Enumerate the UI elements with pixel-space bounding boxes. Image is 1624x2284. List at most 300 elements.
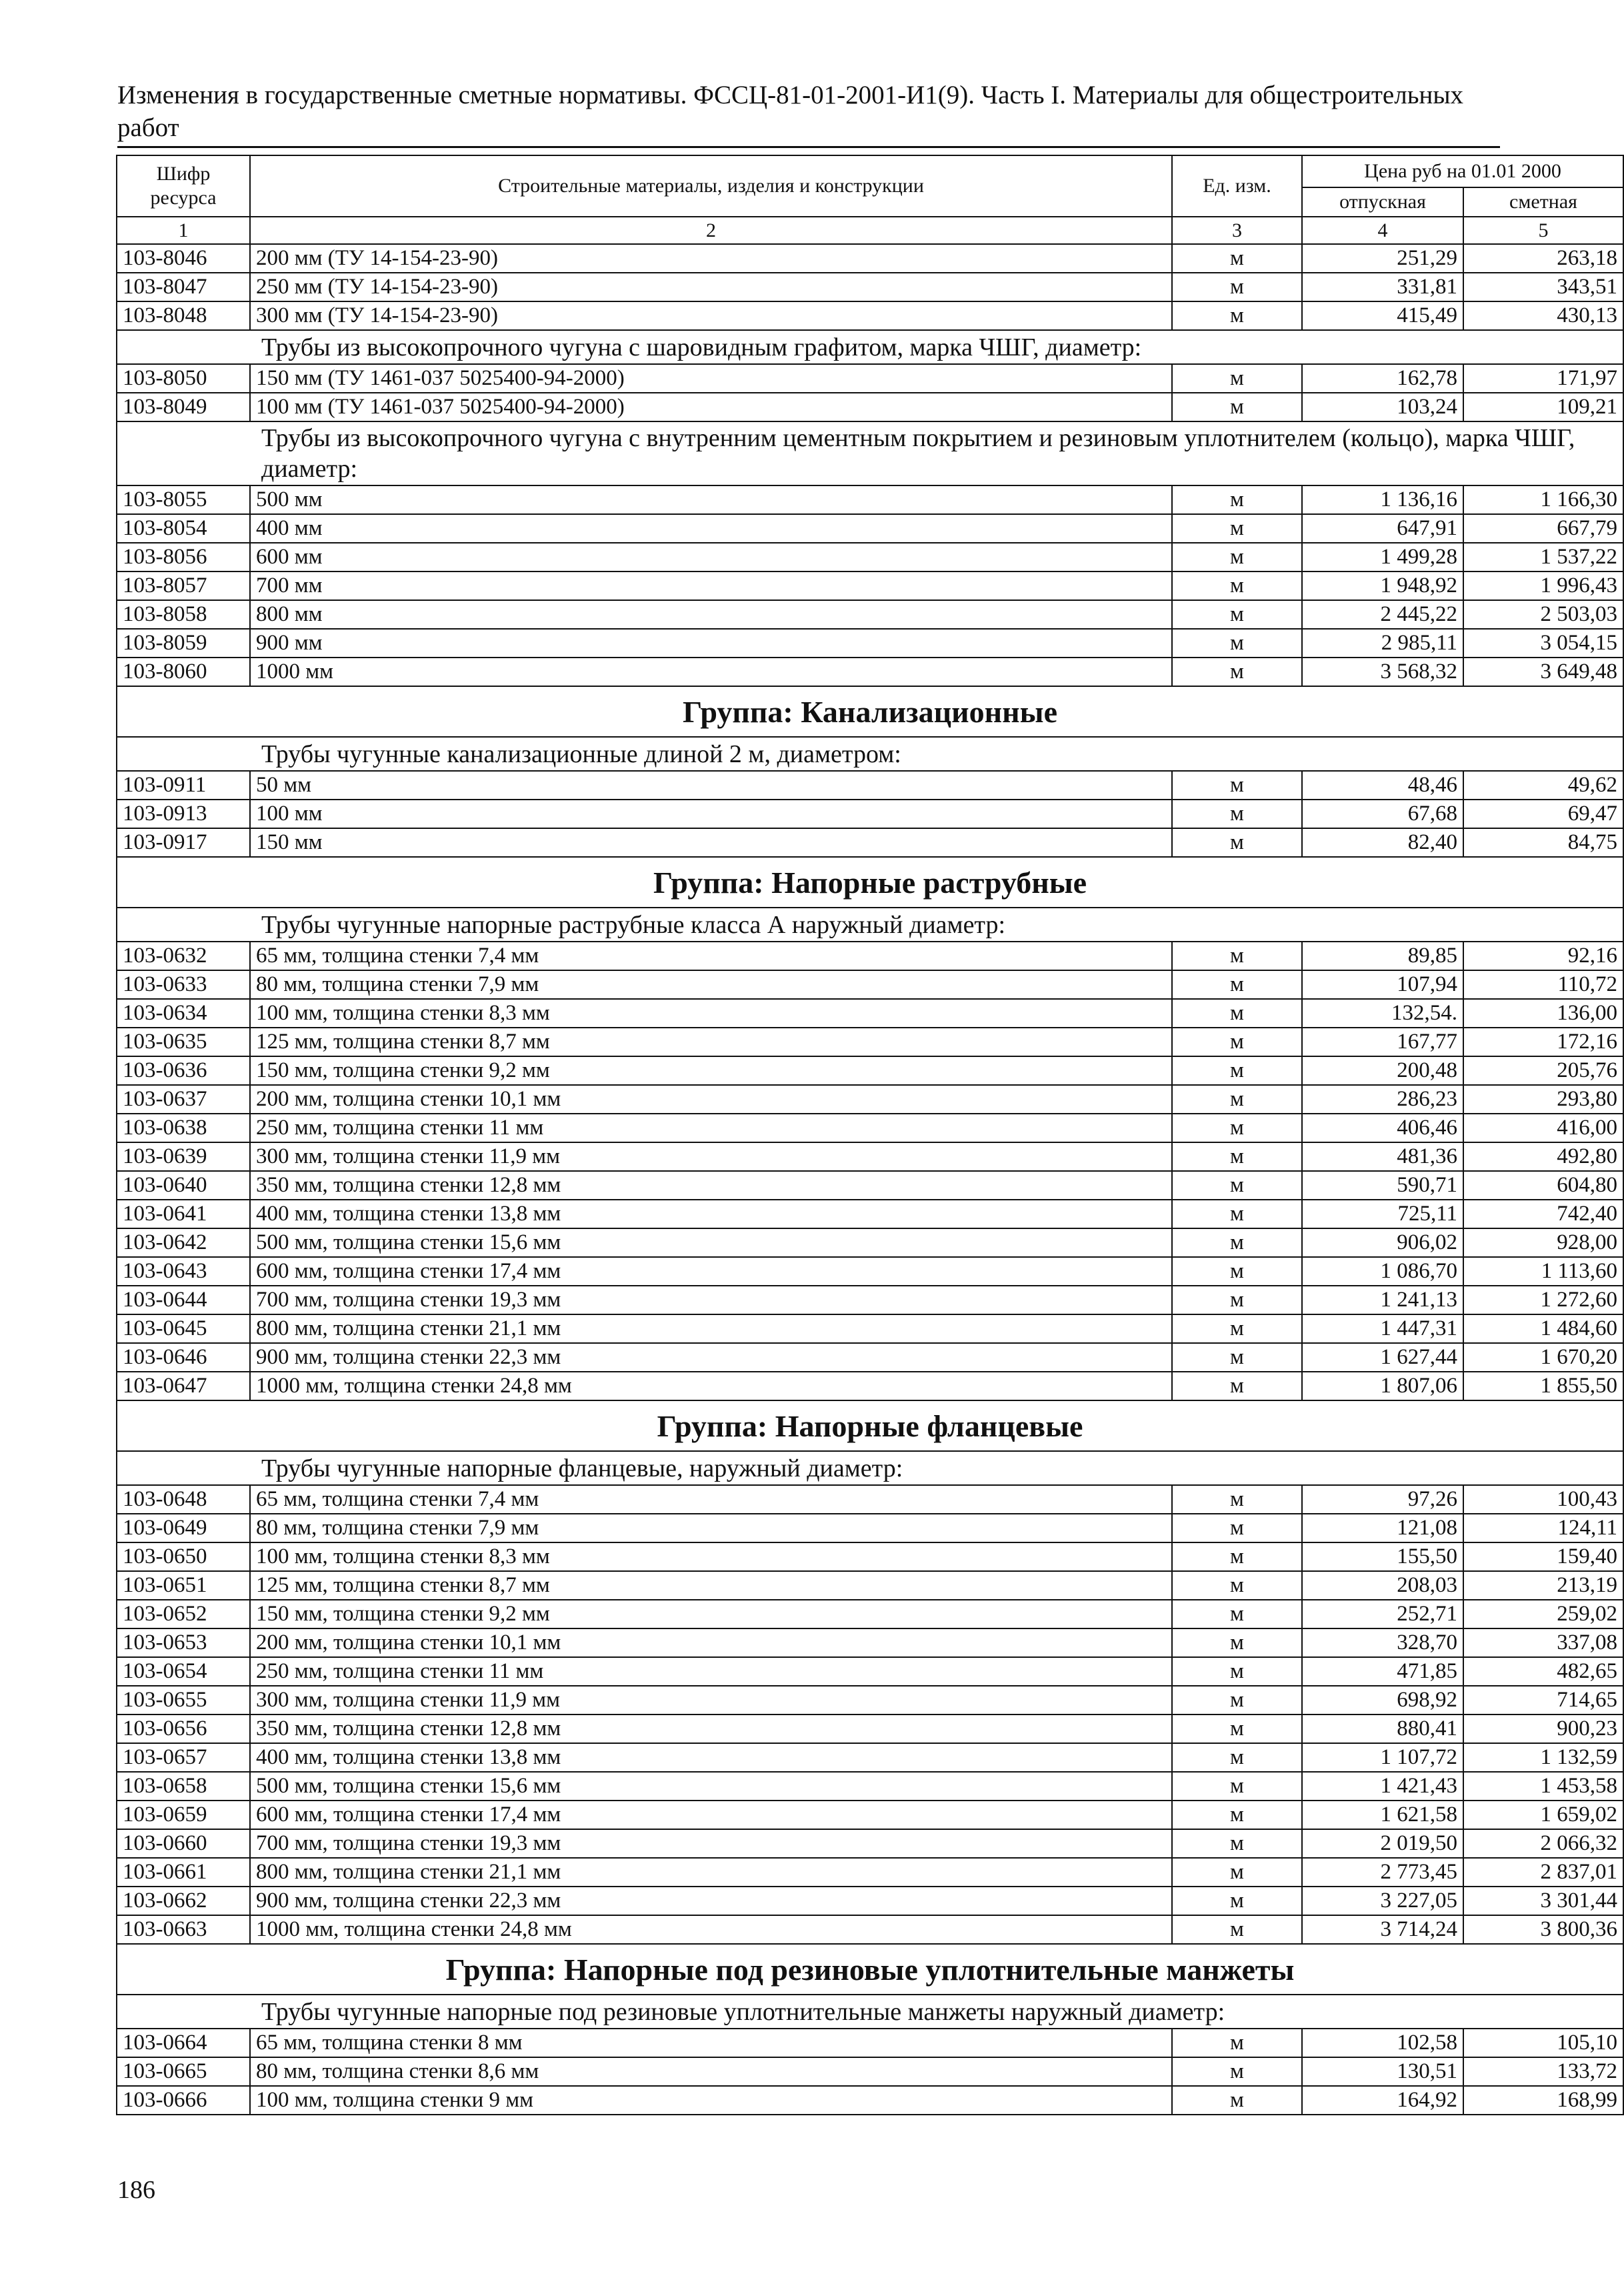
group-heading: Группа: Канализационные bbox=[117, 686, 1623, 737]
unit-cell: м bbox=[1172, 800, 1302, 828]
estimate-cell: 416,00 bbox=[1463, 1114, 1623, 1142]
code-cell: 103-0663 bbox=[117, 1915, 250, 1944]
code-cell: 103-0662 bbox=[117, 1887, 250, 1915]
unit-cell: м bbox=[1172, 1485, 1302, 1514]
release-cell: 3 568,32 bbox=[1302, 658, 1463, 686]
name-cell: 300 мм, толщина стенки 11,9 мм bbox=[250, 1142, 1172, 1171]
estimate-cell: 430,13 bbox=[1463, 301, 1623, 330]
release-cell: 155,50 bbox=[1302, 1542, 1463, 1571]
estimate-cell: 159,40 bbox=[1463, 1542, 1623, 1571]
estimate-cell: 110,72 bbox=[1463, 970, 1623, 999]
col-name-header: Строительные материалы, изделия и конструкции bbox=[250, 155, 1172, 217]
name-cell: 1000 мм bbox=[250, 658, 1172, 686]
unit-cell: м bbox=[1172, 1085, 1302, 1114]
unit-cell: м bbox=[1172, 942, 1302, 970]
name-cell: 700 мм bbox=[250, 572, 1172, 600]
unit-cell: м bbox=[1172, 1257, 1302, 1286]
code-cell: 103-8047 bbox=[117, 273, 250, 301]
name-cell: 100 мм bbox=[250, 800, 1172, 828]
code-cell: 103-0655 bbox=[117, 1686, 250, 1715]
price-table bbox=[116, 155, 1624, 2115]
code-cell: 103-0656 bbox=[117, 1715, 250, 1743]
table-row bbox=[117, 942, 1623, 970]
code-cell: 103-0648 bbox=[117, 1485, 250, 1514]
table-row bbox=[117, 1829, 1623, 1858]
estimate-cell: 49,62 bbox=[1463, 771, 1623, 800]
code-cell: 103-8049 bbox=[117, 393, 250, 421]
unit-cell: м bbox=[1172, 2086, 1302, 2115]
name-cell: 1000 мм, толщина стенки 24,8 мм bbox=[250, 1372, 1172, 1400]
name-cell: 800 мм, толщина стенки 21,1 мм bbox=[250, 1314, 1172, 1343]
name-cell: 300 мм (ТУ 14-154-23-90) bbox=[250, 301, 1172, 330]
group-heading: Группа: Напорные фланцевые bbox=[117, 1400, 1623, 1451]
name-cell: 125 мм, толщина стенки 8,7 мм bbox=[250, 1028, 1172, 1056]
name-cell: 500 мм bbox=[250, 485, 1172, 514]
estimate-cell: 213,19 bbox=[1463, 1571, 1623, 1600]
estimate-cell: 84,75 bbox=[1463, 828, 1623, 857]
estimate-cell: 1 670,20 bbox=[1463, 1343, 1623, 1372]
table-row bbox=[117, 658, 1623, 686]
release-cell: 725,11 bbox=[1302, 1200, 1463, 1228]
group-heading: Группа: Напорные под резиновые уплотнительные манжеты bbox=[117, 1944, 1623, 1995]
unit-cell: м bbox=[1172, 273, 1302, 301]
subsection-heading: Трубы чугунные напорные фланцевые, наружный диаметр: bbox=[117, 1451, 1623, 1485]
table-row bbox=[117, 1314, 1623, 1343]
estimate-cell: 928,00 bbox=[1463, 1228, 1623, 1257]
estimate-cell: 109,21 bbox=[1463, 393, 1623, 421]
name-cell: 80 мм, толщина стенки 7,9 мм bbox=[250, 1514, 1172, 1542]
header-rule bbox=[117, 146, 1500, 148]
unit-cell: м bbox=[1172, 1372, 1302, 1400]
release-cell: 121,08 bbox=[1302, 1514, 1463, 1542]
code-cell: 103-0643 bbox=[117, 1257, 250, 1286]
group-heading-row bbox=[117, 686, 1623, 737]
unit-cell: м bbox=[1172, 1657, 1302, 1686]
unit-cell: м bbox=[1172, 1887, 1302, 1915]
table-row bbox=[117, 1715, 1623, 1743]
subsection-heading-row bbox=[117, 737, 1623, 771]
name-cell: 150 мм, толщина стенки 9,2 мм bbox=[250, 1056, 1172, 1085]
unit-cell: м bbox=[1172, 1686, 1302, 1715]
table-row bbox=[117, 1343, 1623, 1372]
estimate-cell: 604,80 bbox=[1463, 1171, 1623, 1200]
estimate-cell: 337,08 bbox=[1463, 1628, 1623, 1657]
table-row bbox=[117, 1056, 1623, 1085]
code-cell: 103-0911 bbox=[117, 771, 250, 800]
name-cell: 200 мм, толщина стенки 10,1 мм bbox=[250, 1628, 1172, 1657]
code-cell: 103-8056 bbox=[117, 543, 250, 572]
release-cell: 1 499,28 bbox=[1302, 543, 1463, 572]
table-row bbox=[117, 485, 1623, 514]
estimate-cell: 1 132,59 bbox=[1463, 1743, 1623, 1772]
unit-cell: м bbox=[1172, 301, 1302, 330]
table-row bbox=[117, 572, 1623, 600]
estimate-cell: 1 453,58 bbox=[1463, 1772, 1623, 1801]
name-cell: 200 мм (ТУ 14-154-23-90) bbox=[250, 244, 1172, 273]
code-cell: 103-0652 bbox=[117, 1600, 250, 1628]
unit-cell: м bbox=[1172, 828, 1302, 857]
table-row bbox=[117, 1514, 1623, 1542]
estimate-cell: 2 066,32 bbox=[1463, 1829, 1623, 1858]
table-row bbox=[117, 2057, 1623, 2086]
table-row bbox=[117, 828, 1623, 857]
estimate-cell: 69,47 bbox=[1463, 800, 1623, 828]
unit-cell: м bbox=[1172, 485, 1302, 514]
name-cell: 80 мм, толщина стенки 8,6 мм bbox=[250, 2057, 1172, 2086]
release-cell: 208,03 bbox=[1302, 1571, 1463, 1600]
name-cell: 600 мм, толщина стенки 17,4 мм bbox=[250, 1801, 1172, 1829]
code-cell: 103-0657 bbox=[117, 1743, 250, 1772]
table-row bbox=[117, 514, 1623, 543]
unit-cell: м bbox=[1172, 2057, 1302, 2086]
release-cell: 1 807,06 bbox=[1302, 1372, 1463, 1400]
table-row bbox=[117, 1571, 1623, 1600]
table-row bbox=[117, 629, 1623, 658]
release-cell: 67,68 bbox=[1302, 800, 1463, 828]
estimate-cell: 124,11 bbox=[1463, 1514, 1623, 1542]
estimate-cell: 133,72 bbox=[1463, 2057, 1623, 2086]
name-cell: 400 мм, толщина стенки 13,8 мм bbox=[250, 1743, 1172, 1772]
code-cell: 103-8059 bbox=[117, 629, 250, 658]
unit-cell: м bbox=[1172, 1801, 1302, 1829]
name-cell: 900 мм bbox=[250, 629, 1172, 658]
release-cell: 164,92 bbox=[1302, 2086, 1463, 2115]
estimate-cell: 3 649,48 bbox=[1463, 658, 1623, 686]
unit-cell: м bbox=[1172, 1314, 1302, 1343]
subsection-heading: Трубы чугунные напорные под резиновые уплотнительные манжеты наружный диаметр: bbox=[117, 1995, 1623, 2029]
code-cell: 103-0650 bbox=[117, 1542, 250, 1571]
subsection-heading: Трубы из высокопрочного чугуна с внутренним цементным покрытием и резиновым уплотнителем (кольцо), марка ЧШГ, диаметр: bbox=[117, 421, 1623, 485]
table-row bbox=[117, 1257, 1623, 1286]
release-cell: 1 136,16 bbox=[1302, 485, 1463, 514]
col-estimate-header: сметная bbox=[1463, 187, 1623, 217]
table-row bbox=[117, 1858, 1623, 1887]
table-row bbox=[117, 364, 1623, 393]
table-row bbox=[117, 301, 1623, 330]
table-row bbox=[117, 1200, 1623, 1228]
release-cell: 3 227,05 bbox=[1302, 1887, 1463, 1915]
estimate-cell: 263,18 bbox=[1463, 244, 1623, 273]
code-cell: 103-0638 bbox=[117, 1114, 250, 1142]
name-cell: 80 мм, толщина стенки 7,9 мм bbox=[250, 970, 1172, 999]
release-cell: 1 948,92 bbox=[1302, 572, 1463, 600]
table-row bbox=[117, 800, 1623, 828]
code-cell: 103-8060 bbox=[117, 658, 250, 686]
release-cell: 698,92 bbox=[1302, 1686, 1463, 1715]
unit-cell: м bbox=[1172, 771, 1302, 800]
table-row bbox=[117, 1743, 1623, 1772]
col-release-header: отпускная bbox=[1302, 187, 1463, 217]
column-number: 2 bbox=[250, 217, 1172, 244]
name-cell: 65 мм, толщина стенки 7,4 мм bbox=[250, 1485, 1172, 1514]
estimate-cell: 168,99 bbox=[1463, 2086, 1623, 2115]
code-cell: 103-8055 bbox=[117, 485, 250, 514]
estimate-cell: 667,79 bbox=[1463, 514, 1623, 543]
name-cell: 350 мм, толщина стенки 12,8 мм bbox=[250, 1171, 1172, 1200]
name-cell: 150 мм, толщина стенки 9,2 мм bbox=[250, 1600, 1172, 1628]
table-row bbox=[117, 1686, 1623, 1715]
release-cell: 471,85 bbox=[1302, 1657, 1463, 1686]
subsection-heading: Трубы чугунные напорные раструбные класса А наружный диаметр: bbox=[117, 908, 1623, 942]
name-cell: 65 мм, толщина стенки 8 мм bbox=[250, 2029, 1172, 2057]
estimate-cell: 3 054,15 bbox=[1463, 629, 1623, 658]
unit-cell: м bbox=[1172, 1343, 1302, 1372]
unit-cell: м bbox=[1172, 1743, 1302, 1772]
name-cell: 1000 мм, толщина стенки 24,8 мм bbox=[250, 1915, 1172, 1944]
release-cell: 1 447,31 bbox=[1302, 1314, 1463, 1343]
release-cell: 3 714,24 bbox=[1302, 1915, 1463, 1944]
estimate-cell: 1 113,60 bbox=[1463, 1257, 1623, 1286]
unit-cell: м bbox=[1172, 2029, 1302, 2057]
release-cell: 1 627,44 bbox=[1302, 1343, 1463, 1372]
table-row bbox=[117, 543, 1623, 572]
name-cell: 700 мм, толщина стенки 19,3 мм bbox=[250, 1829, 1172, 1858]
code-cell: 103-0649 bbox=[117, 1514, 250, 1542]
estimate-cell: 171,97 bbox=[1463, 364, 1623, 393]
estimate-cell: 136,00 bbox=[1463, 999, 1623, 1028]
col-code-header: Шифр ресурса bbox=[117, 155, 250, 217]
estimate-cell: 492,80 bbox=[1463, 1142, 1623, 1171]
estimate-cell: 293,80 bbox=[1463, 1085, 1623, 1114]
release-cell: 130,51 bbox=[1302, 2057, 1463, 2086]
unit-cell: м bbox=[1172, 1915, 1302, 1944]
code-cell: 103-0645 bbox=[117, 1314, 250, 1343]
release-cell: 2 445,22 bbox=[1302, 600, 1463, 629]
unit-cell: м bbox=[1172, 1142, 1302, 1171]
unit-cell: м bbox=[1172, 1171, 1302, 1200]
table-row bbox=[117, 1600, 1623, 1628]
estimate-cell: 1 484,60 bbox=[1463, 1314, 1623, 1343]
group-heading-row bbox=[117, 1944, 1623, 1995]
table-row bbox=[117, 1142, 1623, 1171]
estimate-cell: 1 996,43 bbox=[1463, 572, 1623, 600]
table-row bbox=[117, 1887, 1623, 1915]
subsection-heading-row bbox=[117, 421, 1623, 485]
subsection-heading-row bbox=[117, 1451, 1623, 1485]
estimate-cell: 2 837,01 bbox=[1463, 1858, 1623, 1887]
table-row bbox=[117, 1657, 1623, 1686]
estimate-cell: 1 537,22 bbox=[1463, 543, 1623, 572]
name-cell: 250 мм, толщина стенки 11 мм bbox=[250, 1114, 1172, 1142]
code-cell: 103-0661 bbox=[117, 1858, 250, 1887]
name-cell: 150 мм (ТУ 1461-037 5025400-94-2000) bbox=[250, 364, 1172, 393]
unit-cell: м bbox=[1172, 1829, 1302, 1858]
name-cell: 100 мм (ТУ 1461-037 5025400-94-2000) bbox=[250, 393, 1172, 421]
group-heading-row bbox=[117, 1400, 1623, 1451]
estimate-cell: 259,02 bbox=[1463, 1600, 1623, 1628]
release-cell: 1 421,43 bbox=[1302, 1772, 1463, 1801]
estimate-cell: 105,10 bbox=[1463, 2029, 1623, 2057]
subsection-heading-row bbox=[117, 1995, 1623, 2029]
table-row bbox=[117, 1028, 1623, 1056]
code-cell: 103-0653 bbox=[117, 1628, 250, 1657]
code-cell: 103-0641 bbox=[117, 1200, 250, 1228]
unit-cell: м bbox=[1172, 1542, 1302, 1571]
unit-cell: м bbox=[1172, 658, 1302, 686]
name-cell: 600 мм, толщина стенки 17,4 мм bbox=[250, 1257, 1172, 1286]
release-cell: 251,29 bbox=[1302, 244, 1463, 273]
release-cell: 252,71 bbox=[1302, 1600, 1463, 1628]
unit-cell: м bbox=[1172, 629, 1302, 658]
release-cell: 328,70 bbox=[1302, 1628, 1463, 1657]
unit-cell: м bbox=[1172, 364, 1302, 393]
name-cell: 250 мм (ТУ 14-154-23-90) bbox=[250, 273, 1172, 301]
release-cell: 1 621,58 bbox=[1302, 1801, 1463, 1829]
unit-cell: м bbox=[1172, 970, 1302, 999]
table-row bbox=[117, 2086, 1623, 2115]
unit-cell: м bbox=[1172, 1514, 1302, 1542]
unit-cell: м bbox=[1172, 1200, 1302, 1228]
release-cell: 415,49 bbox=[1302, 301, 1463, 330]
table-row bbox=[117, 1628, 1623, 1657]
name-cell: 500 мм, толщина стенки 15,6 мм bbox=[250, 1772, 1172, 1801]
unit-cell: м bbox=[1172, 1056, 1302, 1085]
release-cell: 481,36 bbox=[1302, 1142, 1463, 1171]
subsection-heading: Трубы чугунные канализационные длиной 2 м, диаметром: bbox=[117, 737, 1623, 771]
name-cell: 300 мм, толщина стенки 11,9 мм bbox=[250, 1686, 1172, 1715]
estimate-cell: 1 659,02 bbox=[1463, 1801, 1623, 1829]
estimate-cell: 172,16 bbox=[1463, 1028, 1623, 1056]
code-cell: 103-8054 bbox=[117, 514, 250, 543]
estimate-cell: 3 301,44 bbox=[1463, 1887, 1623, 1915]
code-cell: 103-8058 bbox=[117, 600, 250, 629]
subsection-heading-row bbox=[117, 330, 1623, 364]
name-cell: 400 мм bbox=[250, 514, 1172, 543]
code-cell: 103-0647 bbox=[117, 1372, 250, 1400]
table-row bbox=[117, 244, 1623, 273]
unit-cell: м bbox=[1172, 1772, 1302, 1801]
unit-cell: м bbox=[1172, 514, 1302, 543]
name-cell: 100 мм, толщина стенки 8,3 мм bbox=[250, 999, 1172, 1028]
unit-cell: м bbox=[1172, 572, 1302, 600]
group-heading: Группа: Напорные раструбные bbox=[117, 857, 1623, 908]
release-cell: 331,81 bbox=[1302, 273, 1463, 301]
name-cell: 50 мм bbox=[250, 771, 1172, 800]
name-cell: 900 мм, толщина стенки 22,3 мм bbox=[250, 1887, 1172, 1915]
unit-cell: м bbox=[1172, 1028, 1302, 1056]
release-cell: 880,41 bbox=[1302, 1715, 1463, 1743]
estimate-cell: 100,43 bbox=[1463, 1485, 1623, 1514]
release-cell: 89,85 bbox=[1302, 942, 1463, 970]
name-cell: 250 мм, толщина стенки 11 мм bbox=[250, 1657, 1172, 1686]
estimate-cell: 1 855,50 bbox=[1463, 1372, 1623, 1400]
document-header: Изменения в государственные сметные нормативы. ФССЦ-81-01-2001-И1(9). Часть I. Материалы для общестроительных работ bbox=[117, 81, 1464, 142]
unit-cell: м bbox=[1172, 543, 1302, 572]
unit-cell: м bbox=[1172, 1571, 1302, 1600]
release-cell: 590,71 bbox=[1302, 1171, 1463, 1200]
name-cell: 500 мм, толщина стенки 15,6 мм bbox=[250, 1228, 1172, 1257]
name-cell: 65 мм, толщина стенки 7,4 мм bbox=[250, 942, 1172, 970]
release-cell: 1 107,72 bbox=[1302, 1743, 1463, 1772]
release-cell: 286,23 bbox=[1302, 1085, 1463, 1114]
release-cell: 102,58 bbox=[1302, 2029, 1463, 2057]
code-cell: 103-0634 bbox=[117, 999, 250, 1028]
release-cell: 107,94 bbox=[1302, 970, 1463, 999]
release-cell: 97,26 bbox=[1302, 1485, 1463, 1514]
col-price-header: Цена руб на 01.01 2000 bbox=[1302, 155, 1623, 187]
code-cell: 103-0639 bbox=[117, 1142, 250, 1171]
name-cell: 100 мм, толщина стенки 9 мм bbox=[250, 2086, 1172, 2115]
code-cell: 103-0660 bbox=[117, 1829, 250, 1858]
table-row bbox=[117, 1171, 1623, 1200]
release-cell: 103,24 bbox=[1302, 393, 1463, 421]
code-cell: 103-0664 bbox=[117, 2029, 250, 2057]
name-cell: 100 мм, толщина стенки 8,3 мм bbox=[250, 1542, 1172, 1571]
estimate-cell: 2 503,03 bbox=[1463, 600, 1623, 629]
estimate-cell: 742,40 bbox=[1463, 1200, 1623, 1228]
release-cell: 162,78 bbox=[1302, 364, 1463, 393]
code-cell: 103-0632 bbox=[117, 942, 250, 970]
table-row bbox=[117, 393, 1623, 421]
name-cell: 400 мм, толщина стенки 13,8 мм bbox=[250, 1200, 1172, 1228]
table-row bbox=[117, 1286, 1623, 1314]
code-cell: 103-0665 bbox=[117, 2057, 250, 2086]
code-cell: 103-0636 bbox=[117, 1056, 250, 1085]
table-row bbox=[117, 273, 1623, 301]
unit-cell: м bbox=[1172, 393, 1302, 421]
estimate-cell: 1 272,60 bbox=[1463, 1286, 1623, 1314]
code-cell: 103-0913 bbox=[117, 800, 250, 828]
table-row bbox=[117, 1915, 1623, 1944]
code-cell: 103-0640 bbox=[117, 1171, 250, 1200]
code-cell: 103-0658 bbox=[117, 1772, 250, 1801]
table-row bbox=[117, 1085, 1623, 1114]
page-number: 186 bbox=[117, 2176, 155, 2204]
unit-cell: м bbox=[1172, 1286, 1302, 1314]
column-number: 3 bbox=[1172, 217, 1302, 244]
subsection-heading-row bbox=[117, 908, 1623, 942]
release-cell: 1 086,70 bbox=[1302, 1257, 1463, 1286]
table-row bbox=[117, 999, 1623, 1028]
code-cell: 103-0637 bbox=[117, 1085, 250, 1114]
estimate-cell: 343,51 bbox=[1463, 273, 1623, 301]
table-row bbox=[117, 1228, 1623, 1257]
unit-cell: м bbox=[1172, 1600, 1302, 1628]
release-cell: 406,46 bbox=[1302, 1114, 1463, 1142]
code-cell: 103-0635 bbox=[117, 1028, 250, 1056]
table-row bbox=[117, 600, 1623, 629]
unit-cell: м bbox=[1172, 1628, 1302, 1657]
subsection-heading: Трубы из высокопрочного чугуна с шаровидным графитом, марка ЧШГ, диаметр: bbox=[117, 330, 1623, 364]
column-number-row bbox=[117, 217, 1623, 244]
release-cell: 647,91 bbox=[1302, 514, 1463, 543]
code-cell: 103-0646 bbox=[117, 1343, 250, 1372]
unit-cell: м bbox=[1172, 244, 1302, 273]
code-cell: 103-0659 bbox=[117, 1801, 250, 1829]
release-cell: 2 773,45 bbox=[1302, 1858, 1463, 1887]
table-row bbox=[117, 1542, 1623, 1571]
release-cell: 2 985,11 bbox=[1302, 629, 1463, 658]
unit-cell: м bbox=[1172, 999, 1302, 1028]
release-cell: 906,02 bbox=[1302, 1228, 1463, 1257]
table-row bbox=[117, 1485, 1623, 1514]
estimate-cell: 1 166,30 bbox=[1463, 485, 1623, 514]
unit-cell: м bbox=[1172, 1715, 1302, 1743]
table-row bbox=[117, 771, 1623, 800]
code-cell: 103-8050 bbox=[117, 364, 250, 393]
name-cell: 700 мм, толщина стенки 19,3 мм bbox=[250, 1286, 1172, 1314]
name-cell: 150 мм bbox=[250, 828, 1172, 857]
code-cell: 103-8048 bbox=[117, 301, 250, 330]
name-cell: 800 мм, толщина стенки 21,1 мм bbox=[250, 1858, 1172, 1887]
release-cell: 167,77 bbox=[1302, 1028, 1463, 1056]
estimate-cell: 900,23 bbox=[1463, 1715, 1623, 1743]
name-cell: 125 мм, толщина стенки 8,7 мм bbox=[250, 1571, 1172, 1600]
code-cell: 103-0633 bbox=[117, 970, 250, 999]
estimate-cell: 482,65 bbox=[1463, 1657, 1623, 1686]
group-heading-row bbox=[117, 857, 1623, 908]
column-number: 5 bbox=[1463, 217, 1623, 244]
